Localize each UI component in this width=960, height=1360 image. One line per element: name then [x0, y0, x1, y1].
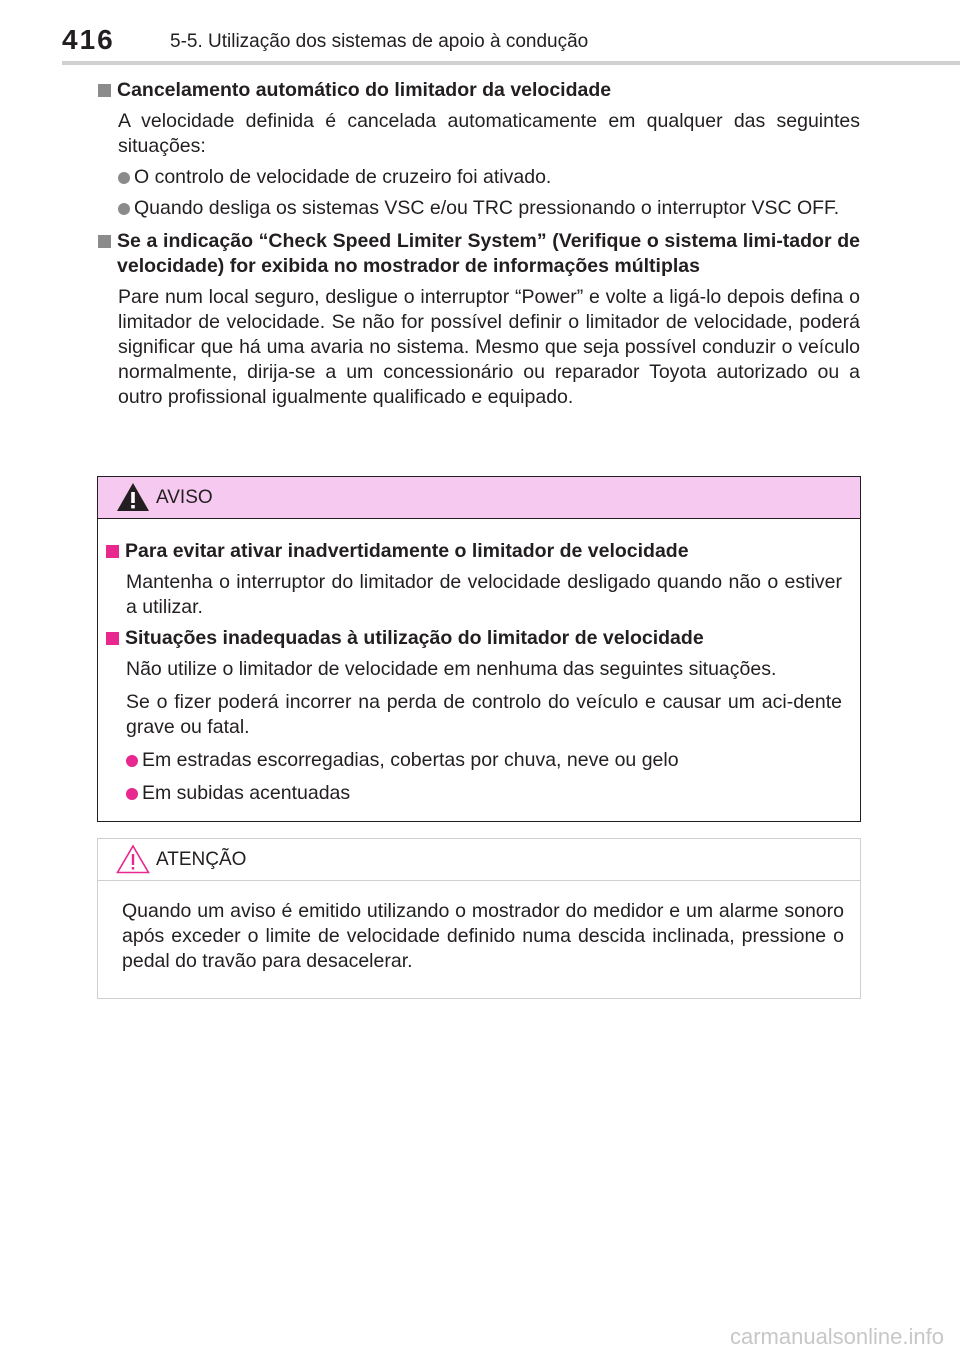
section-title: Cancelamento automático do limitador da velocidade	[98, 78, 860, 103]
square-bullet-icon	[98, 235, 111, 248]
circle-bullet-icon	[118, 172, 130, 184]
warning-box	[97, 476, 861, 822]
caution-box-header	[98, 839, 860, 881]
caution-triangle-icon	[116, 844, 150, 874]
square-bullet-icon	[106, 545, 119, 558]
warning-text: Mantenha o interruptor do limitador de velocidade desligado quando não o estiver a utilizar.	[126, 571, 842, 618]
caution-label: ATENÇÃO	[156, 849, 247, 870]
section-text: Pare num local seguro, desligue o interruptor “Power” e volte a ligá-lo depois defina o limitador de velocidade. Se não for possível definir o limitador de velocidade, poderá significar que há uma avaria no sistema. Mesmo que seja possível conduzir o veículo normalmente, dirija-se a um concessionário ou reparador Toyota autorizado ou a outro profissional igualmente qualificado e equipado.	[118, 286, 860, 408]
main-content	[98, 78, 860, 410]
warning-section-title: Situações inadequadas à utilização do limitador de velocidade	[106, 626, 842, 651]
list-item: Quando desliga os sistemas VSC e/ou TRC pressionando o interruptor VSC OFF.	[98, 196, 860, 221]
watermark: carmanualsonline.info	[729, 1324, 944, 1349]
page-number: 416	[62, 24, 115, 55]
warning-box-header	[98, 477, 860, 519]
square-bullet-icon	[106, 632, 119, 645]
page-header	[0, 0, 960, 66]
square-bullet-icon	[98, 84, 111, 97]
chapter-title: 5-5. Utilização dos sistemas de apoio à condução	[170, 31, 589, 52]
warning-text: Se o fizer poderá incorrer na perda de controlo do veículo e causar um aci-dente grave ou fatal.	[126, 691, 842, 738]
circle-bullet-icon	[126, 755, 138, 767]
warning-label: AVISO	[156, 487, 213, 508]
warning-triangle-icon	[116, 482, 150, 512]
warning-section-title: Para evitar ativar inadvertidamente o limitador de velocidade	[106, 539, 842, 564]
circle-bullet-icon	[126, 788, 138, 800]
list-item: Em estradas escorregadias, cobertas por chuva, neve ou gelo	[106, 748, 842, 773]
section-title: Se a indicação “Check Speed Limiter System” (Verifique o sistema limi-tador de velocidade) for exibida no mostrador de informações múltiplas	[98, 229, 860, 279]
caution-text: Quando um aviso é emitido utilizando o mostrador do medidor e um alarme sonoro após exceder o limite de velocidade definido numa descida inclinada, pressione o pedal do travão para desacelerar.	[122, 900, 844, 972]
circle-bullet-icon	[118, 203, 130, 215]
section-text: A velocidade definida é cancelada automaticamente em qualquer das seguintes situações:	[118, 110, 860, 157]
warning-box-body	[98, 519, 860, 806]
list-item: Em subidas acentuadas	[106, 781, 842, 806]
warning-text: Não utilize o limitador de velocidade em nenhuma das seguintes situações.	[126, 658, 777, 680]
list-item: O controlo de velocidade de cruzeiro foi ativado.	[98, 165, 860, 190]
caution-box	[97, 838, 861, 999]
header-rule	[62, 61, 960, 65]
